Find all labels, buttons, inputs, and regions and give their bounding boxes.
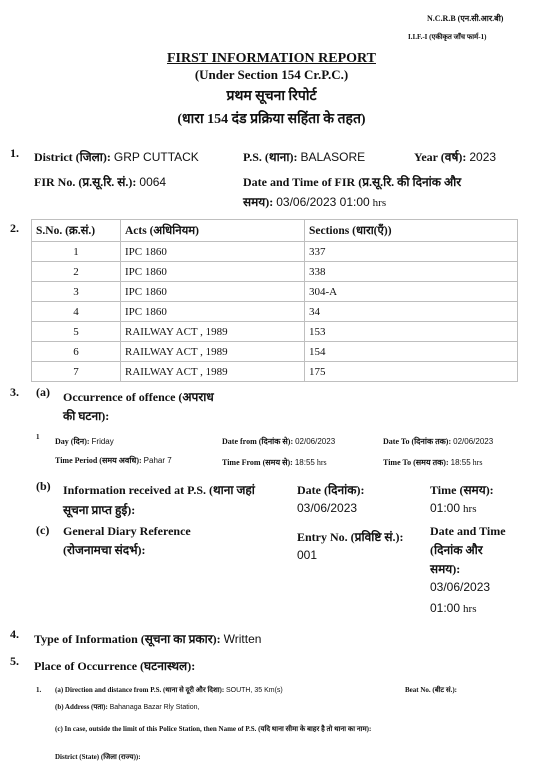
report-subtitle: (Under Section 154 Cr.P.C.): [194, 67, 349, 82]
hrs-unit: hrs: [463, 603, 477, 615]
acts-header: Acts (अधिनियम): [121, 220, 305, 242]
hrs-unit: hrs: [316, 458, 327, 467]
acts-sections-table: [31, 219, 518, 382]
section-5-number: 5.: [10, 654, 19, 668]
occurrence-item-number: 1: [36, 433, 40, 441]
fir-datetime-value: 03/06/2023 01:00: [276, 195, 370, 209]
table-row: [32, 242, 518, 262]
act-cell: IPC 1860: [121, 262, 305, 282]
ps-label: P.S. (थाना):: [243, 150, 298, 164]
form-id: I.I.F.-I (एकीकृत जाँच फार्म-1): [408, 33, 487, 41]
table-row: [32, 282, 518, 302]
section-4-number: 4.: [10, 627, 19, 641]
time-to-row: [383, 457, 482, 468]
place-of-occurrence-label: Place of Occurrence (घटनास्थल):: [34, 659, 196, 673]
table-row: [32, 342, 518, 362]
gd-date-value: 03/06/2023: [430, 580, 491, 594]
district-label: District (जिला):: [34, 150, 111, 164]
gd-time-row: [430, 601, 476, 616]
hrs-unit: hrs: [463, 503, 477, 515]
sno-header: S.No. (क्र.सं.): [32, 220, 121, 242]
date-from-row: [222, 436, 335, 447]
info-type-label: Type of Information (सूचना का प्रकार):: [34, 632, 221, 646]
time-from-value: 18:55: [294, 458, 315, 467]
entry-no-value: 001: [297, 548, 318, 562]
day-label: Day (दिन):: [55, 437, 90, 446]
ps-row: [243, 148, 365, 165]
section-cell: 175: [305, 362, 518, 382]
section-2-number: 2.: [10, 221, 19, 235]
sno-cell: 1: [32, 242, 121, 262]
hrs-unit: hrs: [472, 458, 483, 467]
table-row: [32, 362, 518, 382]
section-cell: 34: [305, 302, 518, 322]
section-cell: 338: [305, 262, 518, 282]
fir-datetime-label-2: समय):: [243, 195, 274, 209]
time-period-row: [55, 455, 172, 466]
section-cell: 304-A: [305, 282, 518, 302]
table-row: [32, 302, 518, 322]
time-period-value: Pahar 7: [143, 456, 172, 465]
fir-value: 0064: [139, 175, 167, 189]
section-1-number: 1.: [10, 146, 19, 160]
date-from-label: Date from (दिनांक से):: [222, 437, 294, 446]
info-date-value: 03/06/2023: [297, 501, 358, 515]
place-item-number: 1.: [36, 686, 42, 694]
report-subtitle-hindi: (धारा 154 दंड प्रक्रिया सहिंता के तहत): [177, 112, 366, 127]
gd-datetime-label-3: समय):: [430, 562, 461, 576]
date-to-row: [383, 436, 493, 447]
info-time-row: [430, 501, 476, 516]
fir-row: [34, 173, 166, 190]
info-received-label-2: सूचना प्राप्त हुई):: [63, 503, 136, 517]
report-title-hindi: प्रथम सूचना रिपोर्ट: [226, 89, 317, 104]
sno-cell: 2: [32, 262, 121, 282]
sno-cell: 5: [32, 322, 121, 342]
outside-ps-label: (c) In case, outside the limit of this Police Station, then Name of P.S. (यदि थाना सीमा के बाहर है तो थाना का नाम):: [55, 725, 372, 733]
ncrb-label: N.C.R.B (एन.सी.आर.बी): [427, 14, 504, 23]
year-value: 2023: [469, 150, 497, 164]
day-row: [55, 436, 114, 447]
table-header-row: [32, 220, 518, 242]
gd-datetime-label: Date and Time: [430, 524, 506, 538]
occurrence-label-2: की घटना):: [63, 409, 110, 423]
entry-no-label: Entry No. (प्रविष्टि सं.):: [297, 530, 404, 544]
fir-datetime-row: [243, 193, 386, 210]
sno-cell: 7: [32, 362, 121, 382]
time-from-label: Time From (समय से):: [222, 458, 293, 467]
item-a-label: (a): [36, 385, 50, 399]
address-label: (b) Address (पता):: [55, 703, 108, 711]
time-to-label: Time To (समय तक):: [383, 458, 449, 467]
time-from-row: [222, 457, 327, 468]
section-cell: 337: [305, 242, 518, 262]
date-to-value: 02/06/2023: [453, 437, 494, 446]
item-b-label: (b): [36, 479, 51, 493]
table-row: [32, 322, 518, 342]
hrs-unit: hrs: [372, 197, 387, 209]
ps-value: BALASORE: [300, 150, 366, 164]
district-state-label: District (State) (जिला (राज्य)):: [55, 753, 141, 761]
section-cell: 153: [305, 322, 518, 342]
info-type-value: Written: [223, 632, 262, 646]
act-cell: IPC 1860: [121, 282, 305, 302]
report-title: FIRST INFORMATION REPORT: [166, 51, 376, 66]
act-cell: RAILWAY ACT , 1989: [121, 322, 305, 342]
item-c-label: (c): [36, 523, 50, 537]
sno-cell: 4: [32, 302, 121, 322]
info-received-label: Information received at P.S. (थाना जहां: [63, 483, 255, 497]
act-cell: IPC 1860: [121, 242, 305, 262]
district-value: GRP CUTTACK: [113, 150, 199, 164]
general-diary-label: General Diary Reference: [63, 524, 191, 538]
act-cell: RAILWAY ACT , 1989: [121, 342, 305, 362]
info-time-value: 01:00: [430, 501, 461, 515]
sections-header: Sections (धारा(एँ)): [305, 220, 518, 242]
info-date-label: Date (दिनांक):: [297, 483, 365, 497]
section-3-number: 3.: [10, 385, 19, 399]
info-time-label: Time (समय):: [430, 483, 494, 497]
act-cell: IPC 1860: [121, 302, 305, 322]
time-period-label: Time Period (समय अवधि):: [55, 456, 142, 465]
district-row: [34, 148, 199, 165]
direction-row: [55, 686, 283, 695]
beat-no-label: Beat No. (बीट सं.):: [405, 686, 457, 694]
table-row: [32, 262, 518, 282]
gd-datetime-label-2: (दिनांक और: [430, 543, 483, 557]
info-type-row: [34, 630, 261, 647]
fir-label: FIR No. (प्र.सू.रि. सं.):: [34, 175, 137, 189]
act-cell: RAILWAY ACT , 1989: [121, 362, 305, 382]
occurrence-label: Occurrence of offence (अपराध: [63, 390, 214, 404]
year-label: Year (वर्ष):: [414, 150, 467, 164]
sno-cell: 3: [32, 282, 121, 302]
time-to-value: 18:55: [450, 458, 471, 467]
fir-datetime-label: Date and Time of FIR (प्र.सू.रि. की दिनांक और: [243, 175, 462, 189]
gd-time-value: 01:00: [430, 601, 461, 615]
date-to-label: Date To (दिनांक तक):: [383, 437, 452, 446]
year-row: [414, 148, 496, 165]
direction-value: SOUTH, 35 Km(s): [225, 687, 283, 694]
address-row: [55, 703, 199, 712]
general-diary-label-2: (रोजनामचा संदर्भ):: [63, 543, 146, 557]
section-cell: 154: [305, 342, 518, 362]
day-value: Friday: [91, 437, 114, 446]
direction-label: (a) Direction and distance from P.S. (थाना से दूरी और दिशा):: [55, 686, 225, 694]
date-from-value: 02/06/2023: [295, 437, 336, 446]
address-value: Bahanaga Bazar Rly Station,: [109, 704, 200, 711]
sno-cell: 6: [32, 342, 121, 362]
